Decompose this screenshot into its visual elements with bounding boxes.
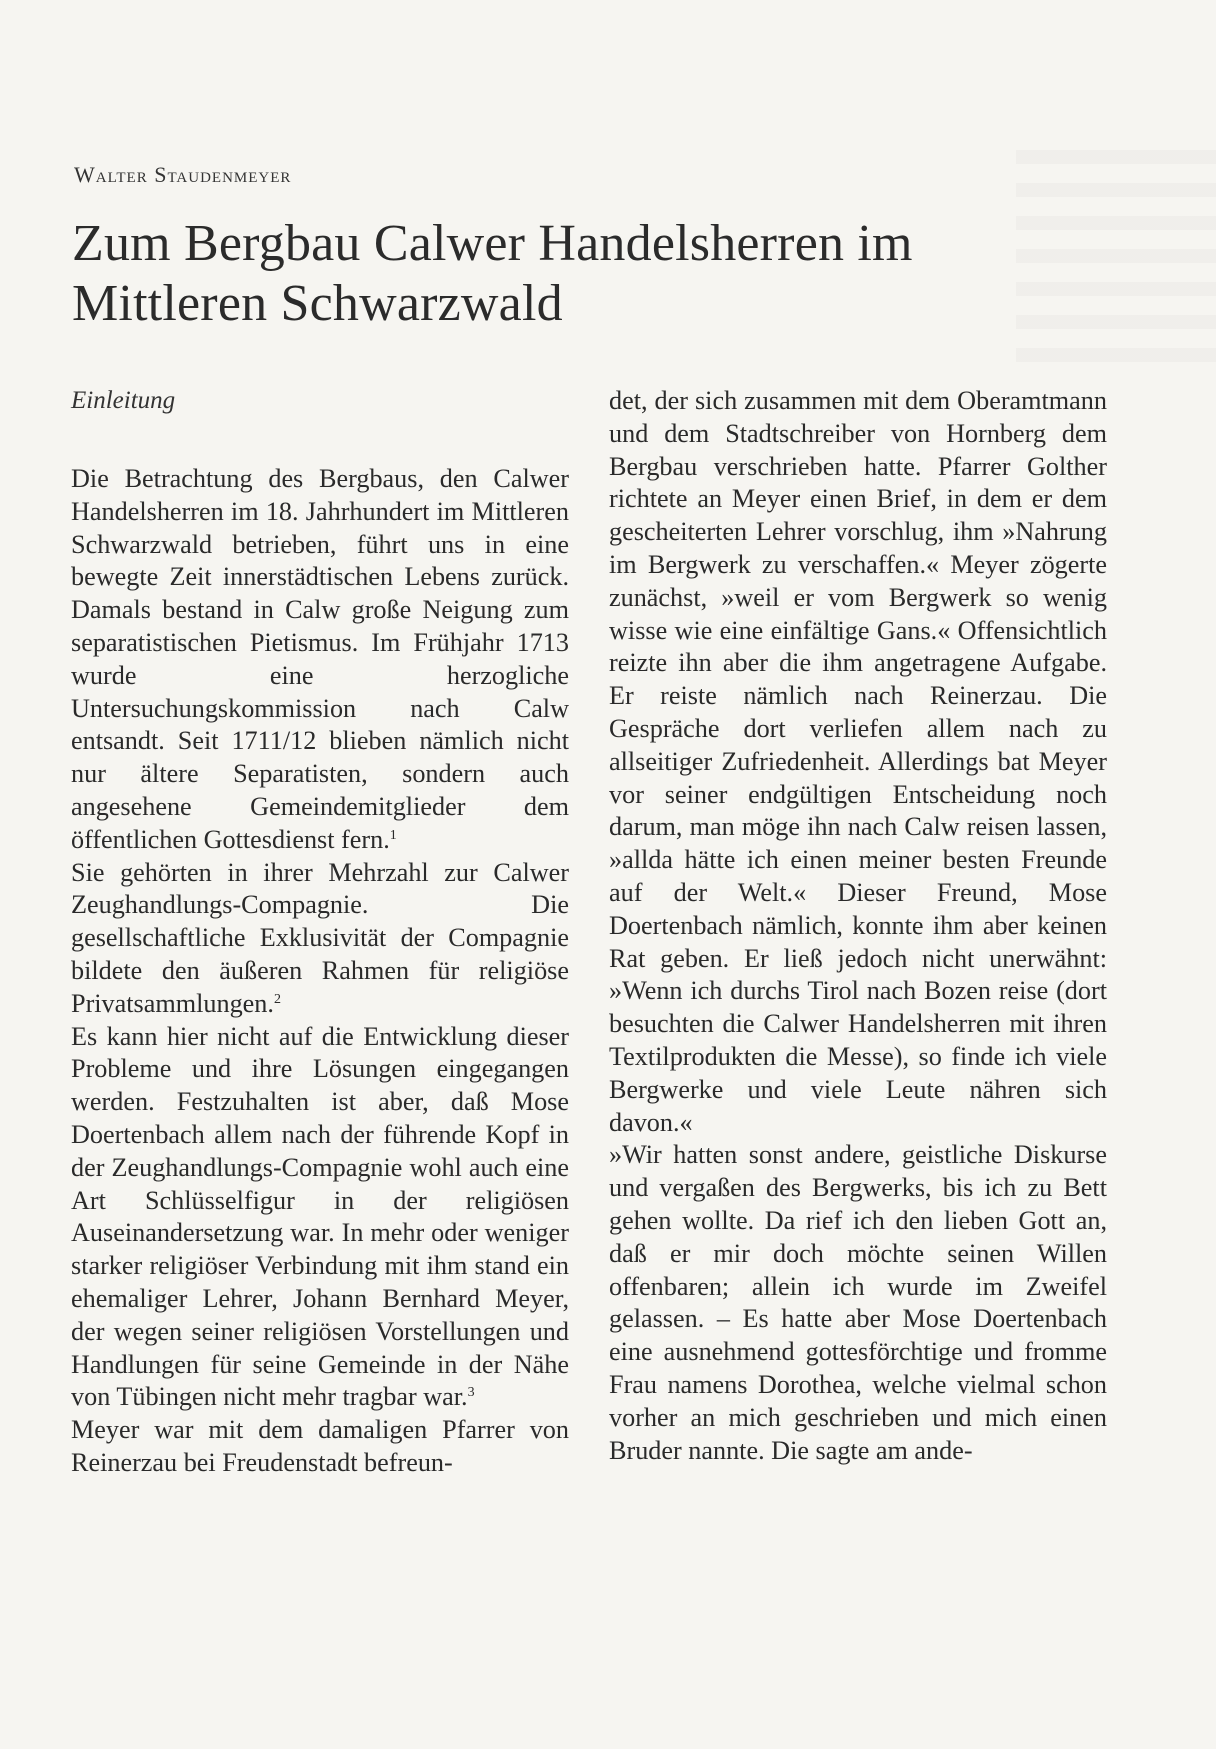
paragraph [71,857,569,1021]
paragraph [71,1021,569,1415]
paragraph [71,463,569,857]
title-line-1: Zum Bergbau Calwer Handelsherren im [72,215,913,272]
article-title [72,214,1072,334]
section-heading: Einleitung [71,387,176,414]
left-column [71,385,569,1480]
paragraph: »Wir hatten sonst andere, geistliche Diskurse und vergaßen des Bergwerks, bis ich zu Bett gehen wollte. Da rief ich den lieben Gott an, daß er mir doch möchte seinen Willen offenbaren; allein ich wurde im Zweifel gelassen. – Es hatte aber Mose Doertenbach eine ausnehmend gottesförchtige und fromme Frau namens Dorothea, welche vielmal schon vorher an mich geschrieben und mich einen Bruder nannte. Die sagte am ande- [609,1140,1107,1465]
paragraph-text: Sie gehörten in ihrer Mehrzahl zur Calwer Zeughandlungs-Compagnie. Die gesellschaftliche Exklusivität der Compagnie bildete den äußeren Rahmen für religiöse Privatsammlungen. [71,857,569,1018]
paragraph-text: Die Betrachtung des Bergbaus, den Calwer Handelsherren im 18. Jahrhundert im Mittleren Schwarzwald betrieben, führt uns in eine bewegte Zeit innerstädtischen Lebens zurück. Damals bestand in Calw große Neigung zum separatistischen Pietismus. Im Frühjahr 1713 wurde eine herzogliche Untersuchungskommission nach Calw entsandt. Seit 1711/12 blieben nämlich nicht nur ältere Separatisten, sondern auch angesehene Gemeindemitglieder dem öffentlichen Gottesdienst fern. [71,464,569,854]
footnote-marker: 2 [273,991,281,1007]
author-name: Walter Staudenmeyer [74,162,292,187]
paragraph: Meyer war mit dem damaligen Pfarrer von Reinerzau bei Freudenstadt befreun- [71,1415,569,1477]
paragraph-text: Es kann hier nicht auf die Entwicklung dieser Probleme und ihre Lösungen eingegangen werden. Festzuhalten ist aber, daß Mose Doertenbach allem nach der führende Kopf in der Zeughandlungs-Compagnie wohl auch eine Art Schlüsselfigur in der religiösen Auseinandersetzung war. In mehr oder weniger starker religiöser Verbindung mit ihm stand ein ehemaliger Lehrer, Johann Bernhard Meyer, der wegen seiner religiösen Vorstellungen und Handlungen für seine Gemeinde in der Nähe von Tübingen nicht mehr tragbar war. [71,1021,569,1412]
right-column [609,385,1107,1467]
footnote-marker: 1 [389,827,397,843]
title-line-2: Mittleren Schwarzwald [72,275,563,332]
footnote-marker: 3 [467,1385,475,1401]
paragraph: det, der sich zusammen mit dem Oberamtmann und dem Stadtschreiber von Hornberg dem Bergbau verschrieben hatte. Pfarrer Golther richtete an Meyer einen Brief, in dem er dem gescheiterten Lehrer vorschlug, ihm »Nahrung im Bergwerk zu verschaffen.« Meyer zögerte zunächst, »weil er vom Bergwerk so wenig wisse wie eine einfältige Gans.« Offensichtlich reizte ihn aber die ihm angetragene Aufgabe. Er reiste nämlich nach Reinerzau. Die Gespräche dort verliefen allem nach zu allseitiger Zufriedenheit. Allerdings bat Meyer vor seiner endgültigen Entscheidung noch darum, man möge ihn nach Calw reisen lassen, »allda hätte ich einen meiner besten Freunde auf der Welt.« Dieser Freund, Mose Doertenbach nämlich, konnte ihm aber keinen Rat geben. Er ließ jedoch nicht unerwähnt: »Wenn ich durchs Tirol nach Bozen reise (dort besuchten die Calwer Handelsherren mit ihren Textilprodukten die Messe), so finde ich viele Bergwerke und viele Leute nähren sich davon.« [609,386,1107,1137]
